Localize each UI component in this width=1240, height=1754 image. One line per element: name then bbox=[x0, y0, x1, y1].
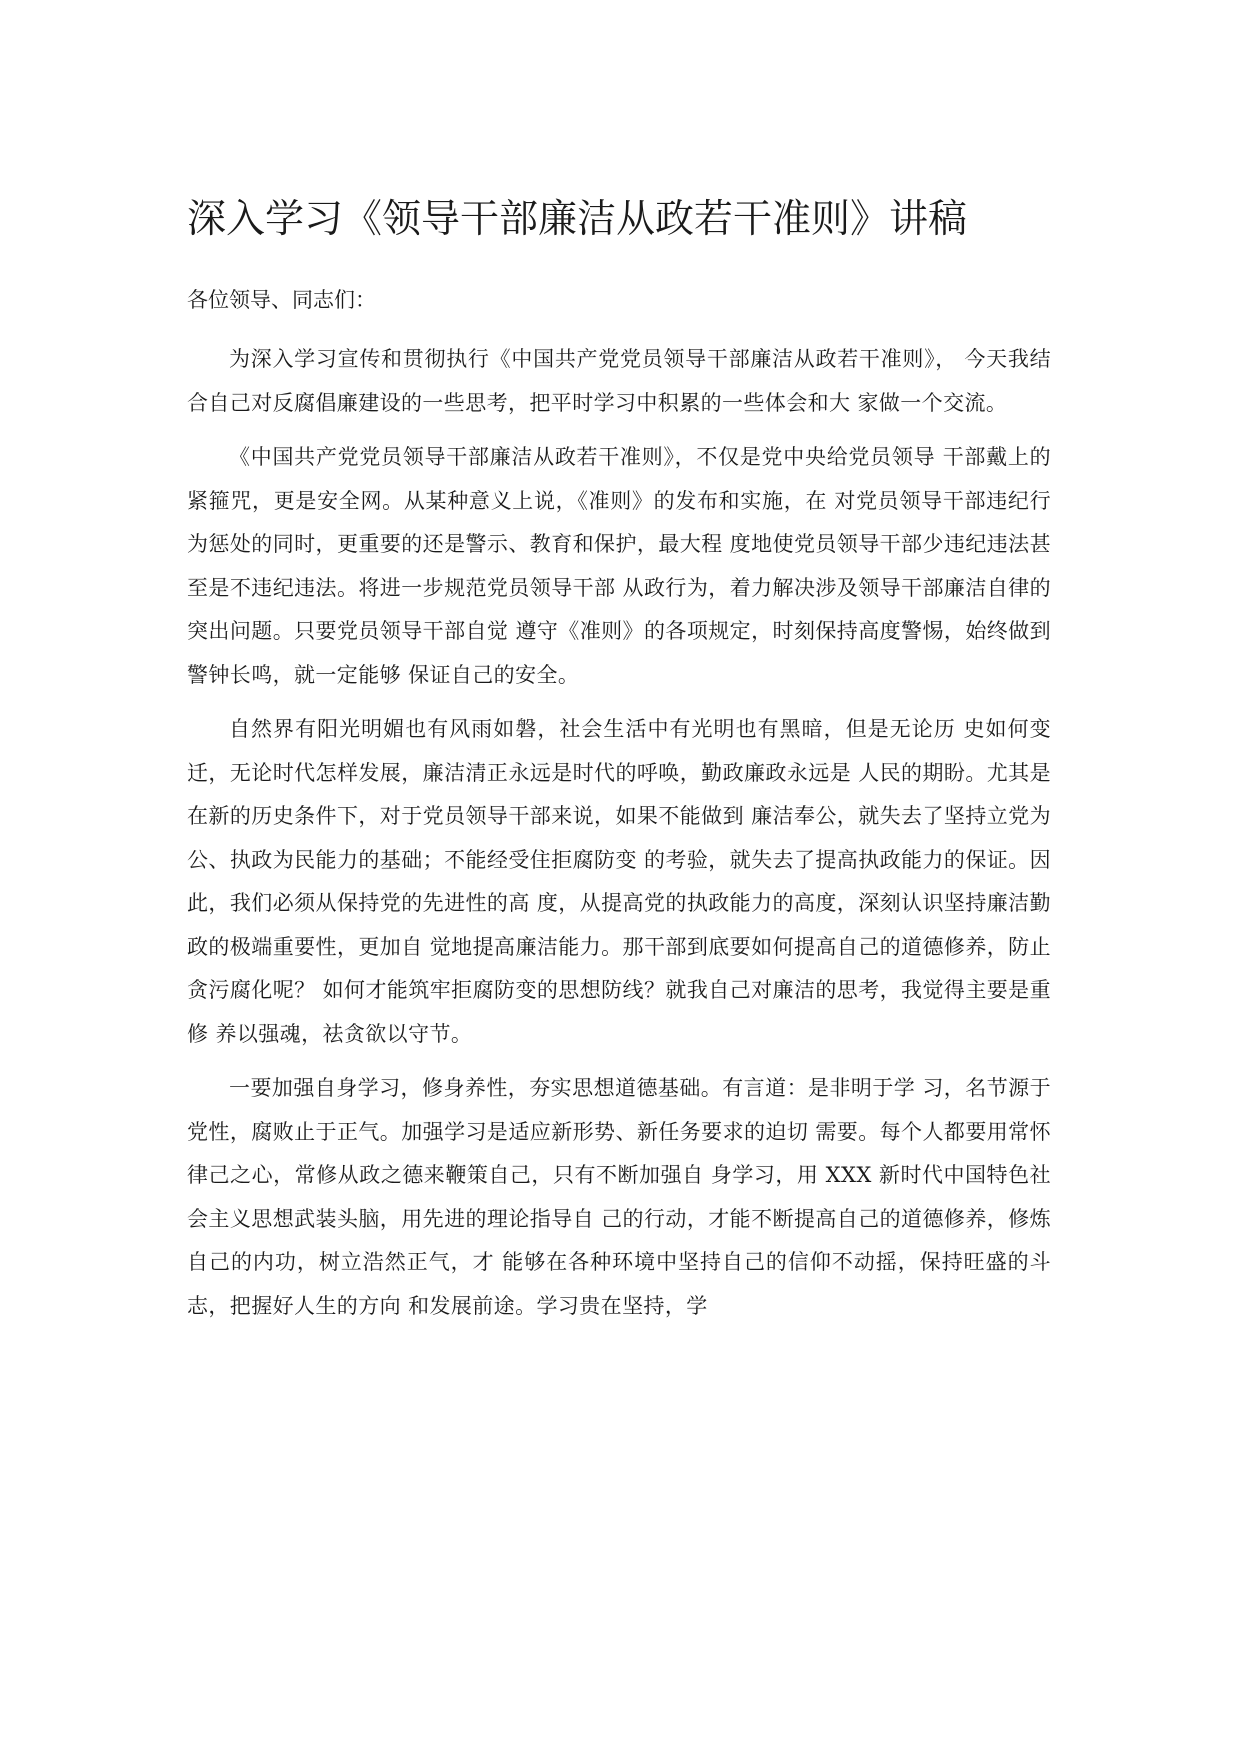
paragraph-3: 自然界有阳光明媚也有风雨如磐，社会生活中有光明也有黑暗，但是无论历 史如何变迁，无论时代怎样发展，廉洁清正永远是时代的呼唤，勤政廉政永远是 人民的期盼。尤其是在新的历史条件下，对于党员领导干部来说，如果不能做到 廉洁奉公，就失去了坚持立党为公、执政为民能力的基础；不能经受住拒腐防变 的考验，就失去了提高执政能力的保证。因此，我们必须从保持党的先进性的高 度，从提高党的执政能力的高度，深刻认识坚持廉洁勤政的极端重要性，更加自 觉地提高廉洁能力。那干部到底要如何提高自己的道德修养，防止贪污腐化呢？ 如何才能筑牢拒腐防变的思想防线？就我自己对廉洁的思考，我觉得主要是重修 养以强魂，祛贪欲以守节。 bbox=[187, 717, 1051, 1046]
paragraph-4: 一要加强自身学习，修身养性，夯实思想道德基础。有言道：是非明于学 习，名节源于党性，腐败止于正气。加强学习是适应新形势、新任务要求的迫切 需要。每个人都要用常怀律己之心，常修从政之德来鞭策自己，只有不断加强自 身学习，用 XXX 新时代中国特色社会主义思想武装头脑，用先进的理论指导自 己的行动，才能不断提高自己的道德修养，修炼自己的内功，树立浩然正气，才 能够在各种环境中坚持自己的信仰不动摇，保持旺盛的斗志，把握好人生的方向 和发展前途。学习贵在坚持，学 bbox=[187, 1076, 1051, 1318]
document-title: 深入学习《领导干部廉洁从政若干准则》讲稿 bbox=[187, 197, 968, 242]
salutation: 各位领导、同志们： bbox=[187, 288, 376, 312]
document-page bbox=[187, 180, 1051, 1339]
paragraph-2: 《中国共产党党员领导干部廉洁从政若干准则》，不仅是党中央给党员领导 干部戴上的紧箍咒，更是安全网。从某种意义上说，《准则》的发布和实施，在 对党员领导干部违纪行为惩处的同时，更重要的还是警示、教育和保护，最大程 度地使党员领导干部少违纪违法甚至是不违纪违法。将进一步规范党员领导干部 从政行为，着力解决涉及领导干部廉洁自律的突出问题。只要党员领导干部自觉 遵守《准则》的各项规定，时刻保持高度警惕，始终做到警钟长鸣，就一定能够 保证自己的安全。 bbox=[187, 445, 1051, 687]
paragraph-1: 为深入学习宣传和贯彻执行《中国共产党党员领导干部廉洁从政若干准则》， 今天我结合自己对反腐倡廉建设的一些思考，把平时学习中积累的一些体会和大 家做一个交流。 bbox=[187, 347, 1051, 415]
